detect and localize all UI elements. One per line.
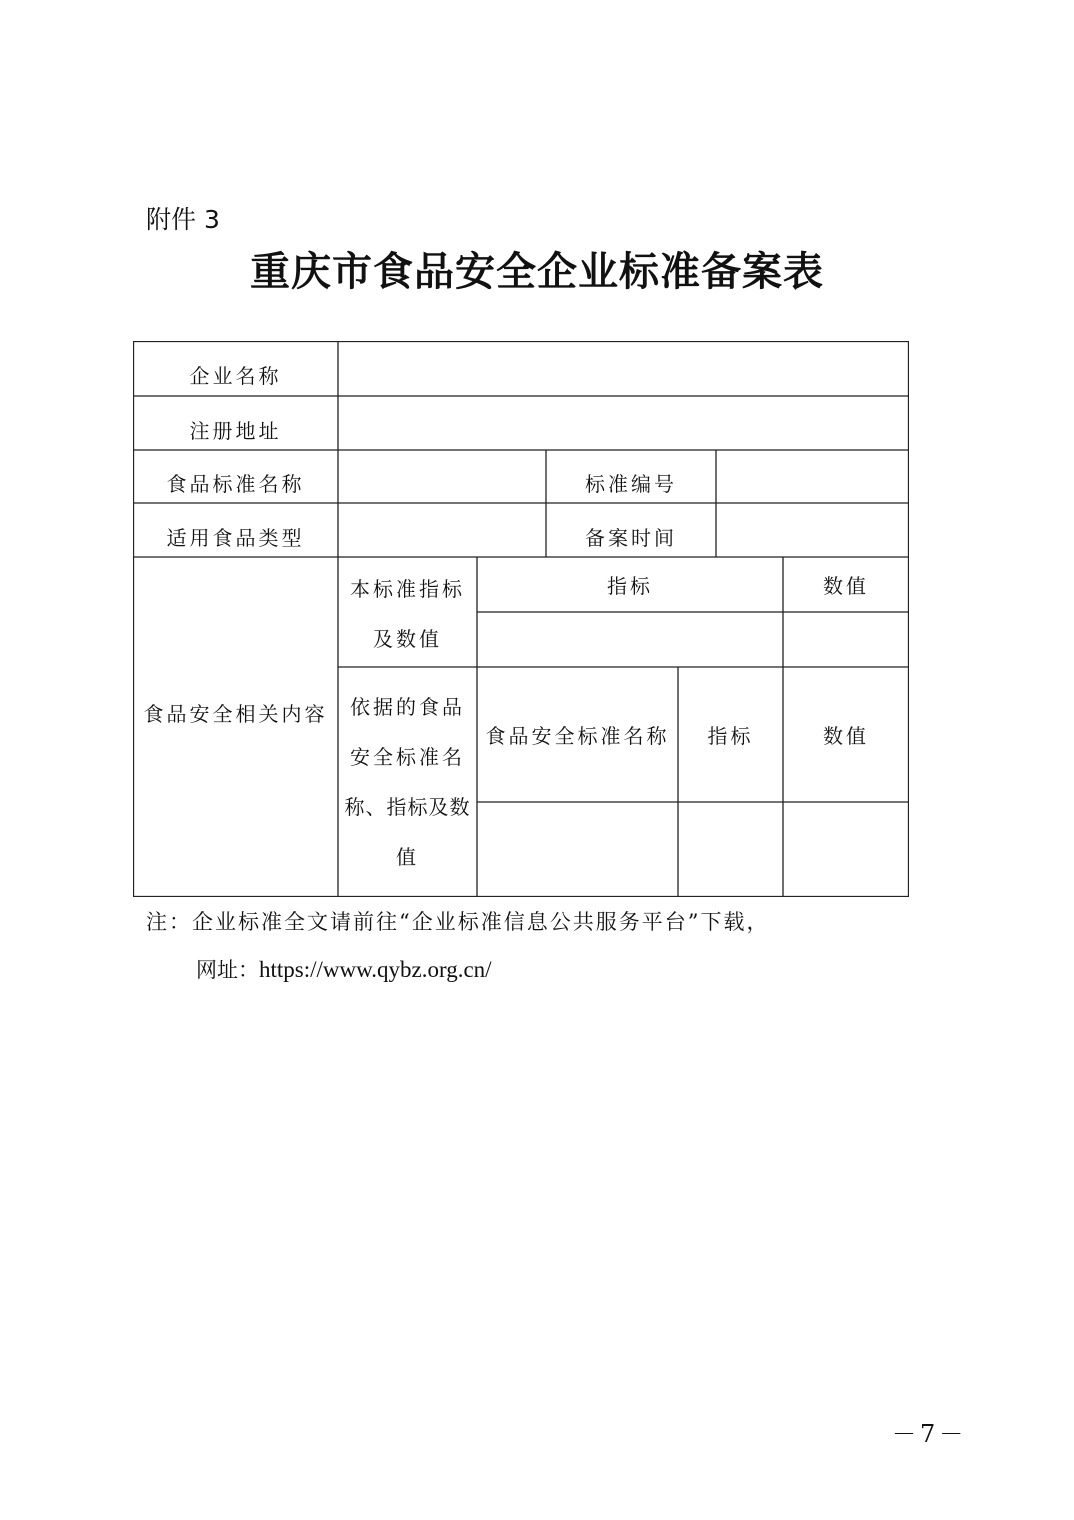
basis-label-line-4: 值: [396, 845, 419, 869]
standard-name-field[interactable]: [338, 450, 546, 503]
standard-name-label: 食品标准名称: [166, 472, 305, 496]
own-indicators-label: [338, 560, 477, 667]
standard-number-field[interactable]: [716, 450, 909, 503]
indicator-header: 指标: [607, 574, 653, 598]
value-header: 数值: [823, 574, 869, 598]
filing-time-field[interactable]: [716, 503, 909, 557]
basis-label-line-3: 称、指标及数: [344, 795, 471, 819]
basis-standard-label: [338, 667, 477, 897]
own-indicator-field[interactable]: [477, 612, 783, 667]
basis-value-header: 数值: [823, 724, 869, 748]
food-safety-content-label: 食品安全相关内容: [143, 701, 328, 726]
page-title: 重庆市食品安全企业标准备案表: [250, 248, 824, 295]
note-url-prefix: 网址：: [196, 958, 259, 982]
basis-indicator-field[interactable]: [678, 802, 783, 897]
own-indicators-line-2: 及数值: [373, 626, 442, 651]
basis-label-line-2: 安全标准名: [350, 745, 465, 769]
note-line-2: [196, 954, 492, 984]
filing-time-label: 备案时间: [585, 525, 677, 550]
food-type-field[interactable]: [338, 503, 546, 557]
food-type-label: 适用食品类型: [166, 525, 305, 550]
basis-label-line-1: 依据的食品: [350, 695, 465, 719]
registered-address-label: 注册地址: [189, 418, 282, 443]
registered-address-field[interactable]: [338, 396, 909, 450]
safety-standard-name-header: 食品安全标准名称: [485, 724, 670, 748]
filing-form-table: [133, 341, 909, 897]
platform-url-link[interactable]: https://www.qybz.org.cn/: [259, 957, 492, 982]
basis-indicator-header: 指标: [707, 724, 754, 748]
enterprise-name-label: 企业名称: [189, 364, 282, 388]
attachment-label: 附件 3: [146, 205, 220, 234]
basis-value-field[interactable]: [783, 802, 909, 897]
note-line-1: 注：企业标准全文请前往“企业标准信息公共服务平台”下载，: [146, 910, 770, 934]
own-value-field[interactable]: [783, 612, 909, 667]
page-number: －7－: [892, 1420, 968, 1448]
enterprise-name-field[interactable]: [338, 341, 909, 396]
own-indicators-line-1: 本标准指标: [350, 576, 465, 601]
standard-number-label: 标准编号: [585, 472, 677, 496]
safety-standard-name-field[interactable]: [477, 802, 678, 897]
